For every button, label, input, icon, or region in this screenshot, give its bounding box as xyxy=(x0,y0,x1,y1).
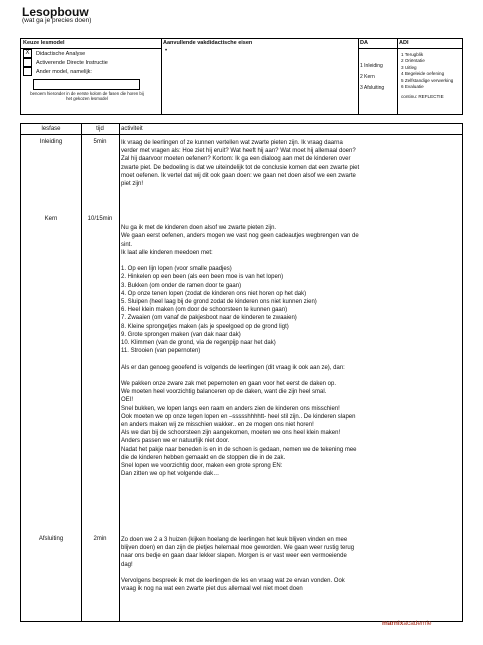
da-cell xyxy=(358,39,398,114)
row-fase-afsluiting: Afsluiting xyxy=(38,536,64,542)
checkbox[interactable] xyxy=(23,67,32,76)
keuze-note: benoem hieronder in de eerste kolom de fasen die horen bij het gekozen lesmodel xyxy=(30,91,144,101)
activiteit-line xyxy=(121,216,459,224)
da-header: DA xyxy=(358,39,397,49)
keuze-lesmodel-header: Keuze lesmodel xyxy=(21,39,161,49)
activiteit-line: 7. Zwaaien (om vanaf de pakjesboot naar de kinderen te zwaaien) xyxy=(121,315,297,322)
adi-item: 1 Terugblik xyxy=(401,52,424,57)
column-divider xyxy=(119,124,120,621)
activiteit-line: Snel bukken, we lopen langs een raam en anders zien de kinderen ons misschien! xyxy=(121,405,340,412)
activiteit-line: 10. Klimmen (van de grond, via de regenpijp naar het dak) xyxy=(121,340,276,347)
column-header-activiteit: activiteit xyxy=(119,124,462,135)
activiteit-line: 2. Hinkelen op een been (als een been moe is van het lopen) xyxy=(121,274,284,281)
activiteit-line: Vervolgens bespreek ik met de leerlingen de les en vraag wat ze ervan vonden. Ook xyxy=(121,578,345,585)
activiteit-line: Ook moeten we op onze tegen lopen en –ssssshhhhtt- heel stil zijn.. De kinderen slapen xyxy=(121,413,356,420)
activiteit-line: 8. Kleine sprongetjes maken (als je speelgoed op de grond ligt) xyxy=(121,323,289,330)
activiteit-line: 3. Bukken (om onder de ramen door te gaan) xyxy=(121,282,242,289)
marnix-academie-logo: marnixacademie xyxy=(382,620,432,627)
activiteit-line: Anders passen we er natuurlijk niet door. xyxy=(121,438,230,445)
column-header-lesfase: lesfase xyxy=(21,124,81,135)
activiteit-line: 5. Sluipen (heel laag bij de grond zodat de kinderen ons niet kunnen zien) xyxy=(121,299,317,306)
page-subtitle: (wat ga je precies doen) xyxy=(22,17,92,24)
column-divider xyxy=(81,124,82,621)
keuze-lesmodel-cell xyxy=(21,39,162,114)
activiteit-line: Ik vraag de leerlingen of ze kunnen vertellen wat zwarte pieten zijn. Ik vraag daarna xyxy=(121,140,343,146)
activiteit-line: Snel lopen we voorzichtig door, maken een grote sprong EN: xyxy=(121,463,283,470)
activiteit-line: OEI! xyxy=(121,397,134,404)
activiteit-line: 6. Heel klein maken (om door de schoorsteen te kunnen gaan) xyxy=(121,307,288,314)
adi-footer: continu: REFLECTIE xyxy=(401,94,444,100)
activiteit-line: piet zijn! xyxy=(121,181,144,188)
adi-item: 2 Oriëntatie xyxy=(401,58,425,64)
activiteit-line: Ik laat alle kinderen meedoen met: xyxy=(121,249,213,256)
da-item: 2 Kern xyxy=(360,74,375,80)
activiteit-line: Zal hij daarvoor moeten oefenen? Kortom: Ik ga een dialoog aan met de kinderen over xyxy=(121,156,351,163)
activiteit-line: 4. Op onze tenen lopen (zodat de kinderen ons niet horen op het dak) xyxy=(121,290,307,297)
option-label: Ander model, namelijk: xyxy=(36,68,92,75)
activiteit-line: 1. Op een lijn lopen (voor smalle paadjes) xyxy=(121,266,232,273)
lesopbouw-table xyxy=(20,123,463,622)
activiteit-line: 11. Strooien (van pepernoten) xyxy=(121,348,201,355)
activiteit-line: blijven doen) en dan zijn de pietjes helemaal moe geworden. We gaan weer rustig terug xyxy=(121,545,355,552)
option-didactische-analyse[interactable] xyxy=(21,49,161,58)
option-adi[interactable] xyxy=(21,58,161,67)
row-activiteit-afsluiting xyxy=(121,536,459,593)
activiteit-line: vraag ik nog na wat een zwarte piet dus allemaal wel niet moet doen xyxy=(121,586,303,593)
activiteit-line: moet oefenen. Ik vertel dat wij dit ook gaan doen: we gaan net doen alsof we een zwarte xyxy=(121,172,356,179)
adi-item: 4 Begeleide oefening xyxy=(401,71,445,77)
column-header-tijd: tijd xyxy=(81,124,119,135)
option-ander-model[interactable] xyxy=(21,67,161,76)
da-item: 1 Inleiding xyxy=(360,63,383,69)
activiteit-line: sint. xyxy=(121,241,133,248)
activiteit-line: naar ons bedje en gaan daar lekker slapen. Morgen is er vast weer een vermoeiende xyxy=(121,553,347,560)
activiteit-line xyxy=(121,372,459,380)
adi-cell xyxy=(397,39,462,114)
activiteit-line: Zo doen we 2 a 3 huizen (kijken hoelang de leerlingen het leuk blijven vinden en mee xyxy=(121,537,348,543)
activiteit-line: 9. Grote sprongen maken (van dak naar dak) xyxy=(121,331,241,338)
adi-header: ADI xyxy=(397,39,462,49)
row-tijd-afsluiting: 2min xyxy=(93,536,107,542)
row-fase-inleiding: Inleiding xyxy=(39,139,63,145)
activiteit-line: We pakken onze zware zak met pepernoten en gaan voor het eerst de daken op. xyxy=(121,381,337,388)
aanvullende-bullet: • xyxy=(165,48,168,54)
row-activiteit-inleiding xyxy=(121,139,459,188)
activiteit-line: en anders maken wij ze misschien wakker.. en ze mogen ons niet horen! xyxy=(121,422,314,429)
adi-list xyxy=(397,49,462,101)
adi-item: 5 Zelfstandige verwerking xyxy=(401,77,454,83)
activiteit-line xyxy=(121,257,459,265)
activiteit-line xyxy=(121,569,459,577)
activiteit-line: Dan zitten we op het volgende dak… xyxy=(121,471,220,478)
activiteit-line: verder met vragen als: Hoe ziet hij eruit? Wat heeft hij aan? Wat moet hij allemaal doen? xyxy=(121,148,356,155)
activiteit-line: die de kinderen hebben gemaakt en de stoppen die in de zak. xyxy=(121,454,286,461)
activiteit-line: Nadat het pakje naar beneden is en in de schoen is gedaan, nemen we de tekening mee xyxy=(121,446,357,453)
option-label: Activerende Directe Instructie xyxy=(36,59,108,66)
checkbox[interactable] xyxy=(23,58,32,67)
activiteit-line: We moeten heel voorzichtig balanceren op de daken, want die zijn heel smal. xyxy=(121,389,327,396)
adi-item: 6 Evaluatie xyxy=(401,84,424,90)
aanvullende-eisen-cell xyxy=(161,39,359,114)
activiteit-line: zwarte piet. De bedoeling is dat we uiteindelijk tot de conclusie komen dat een zwarte piet xyxy=(121,164,360,171)
aanvullende-header: Aanvullende vakdidactische eisen xyxy=(163,40,253,46)
da-list xyxy=(358,49,397,94)
page-title: Lesopbouw xyxy=(22,5,89,19)
lesmodel-table xyxy=(20,38,463,115)
option-label: Didactische Analyse xyxy=(36,50,86,57)
activiteit-line: Als we dan bij de schoorsteen zijn aangekomen, moeten we ons heel klein maken! xyxy=(121,430,341,437)
activiteit-line: We gaan eerst oefenen, anders mogen we vast nog geen cadeautjes wegbrengen van de xyxy=(121,233,359,240)
activiteit-line: Nu ga ik met de kinderen doen alsof we zwarte pieten zijn. xyxy=(121,225,277,232)
activiteit-line: dag! xyxy=(121,561,133,568)
row-tijd-kern: 10/15min xyxy=(87,216,113,222)
checkbox[interactable]: X xyxy=(23,49,32,58)
row-activiteit-kern xyxy=(121,216,459,479)
da-item: 3 Afsluiting xyxy=(360,85,385,91)
ander-model-input[interactable] xyxy=(33,79,140,90)
row-tijd-inleiding: 5min xyxy=(93,139,107,145)
row-fase-kern: Kern xyxy=(44,216,58,222)
activiteit-line: Als er dan genoeg geoefend is volgends de leerlingen (dit vraag ik ook aan ze), dan: xyxy=(121,364,345,371)
activiteit-line xyxy=(121,355,459,363)
adi-item: 3 Uitleg xyxy=(401,64,417,70)
